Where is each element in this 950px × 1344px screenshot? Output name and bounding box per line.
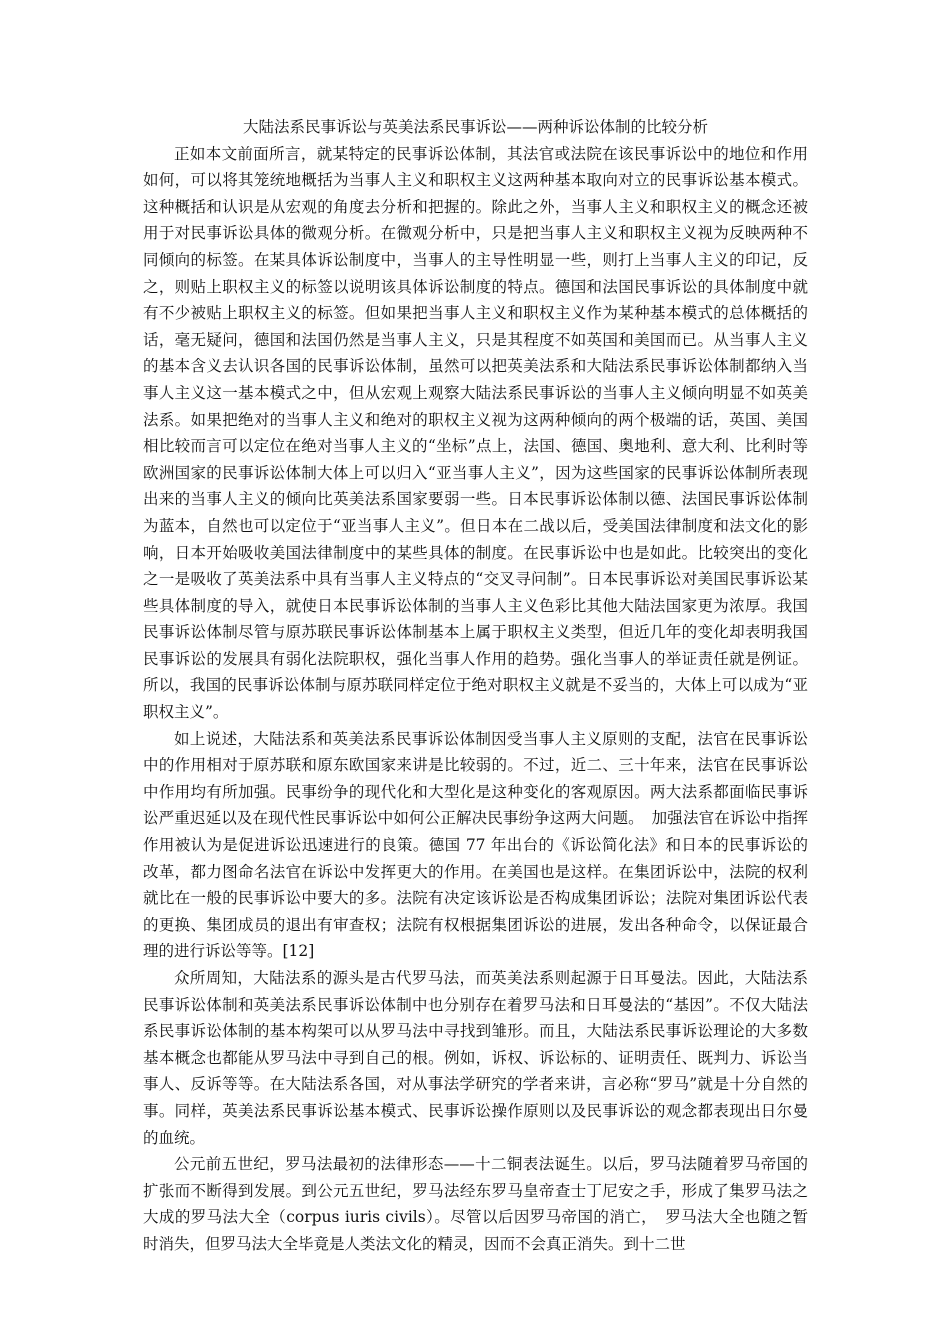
paragraph-3: 众所周知，大陆法系的源头是古代罗马法，而英美法系则起源于日耳曼法。因此，大陆法系民事诉讼体制和英美法系民事诉讼体制中也分别存在着罗马法和日耳曼法的“基因”。不仅大陆法系民事诉讼体制的基本构架可以从罗马法中寻找到雏形。而且，大陆法系民事诉讼理论的大多数基本概念也都能从罗马法中寻到自己的根。例如，诉权、诉讼标的、证明责任、既判力、诉讼当事人、反诉等等。在大陆法系各国，对从事法学研究的学者来讲，言必称“罗马”就是十分自然的事。同样，英美法系民事诉讼基本模式、民事诉讼操作原则以及民事诉讼的观念都表现出日尔曼的血统。 xyxy=(143,969,808,1147)
paragraph-1: 正如本文前面所言，就某特定的民事诉讼体制，其法官或法院在该民事诉讼中的地位和作用如何，可以将其笼统地概括为当事人主义和职权主义这两种基本取向对立的民事诉讼基本模式。这种概括和认识是从宏观的角度去分析和把握的。除此之外，当事人主义和职权主义的概念还被用于对民事诉讼具体的微观分析。在微观分析中，只是把当事人主义和职权主义视为反映两种不同倾向的标签。在某具体诉讼制度中，当事人的主导性明显一些，则打上当事人主义的印记，反之，则贴上职权主义的标签以说明该具体诉讼制度的特点。德国和法国民事诉讼的具体制度中就有不少被贴上职权主义的标签。但如果把当事人主义和职权主义作为某种基本模式的总体概括的话，毫无疑问，德国和法国仍然是当事人主义，只是其程度不如英国和美国而已。从当事人主义的基本含义去认识各国的民事诉讼体制，虽然可以把英美法系和大陆法系民事诉讼体制都纳入当事人主义这一基本模式之中，但从宏观上观察大陆法系民事诉讼的当事人主义倾向明显不如英美法系。如果把绝对的当事人主义和绝对的职权主义视为这两种倾向的两个极端的话，英国、美国相比较而言可以定位在绝对当事人主义的“坐标”点上，法国、德国、奥地利、意大利、比利时等欧洲国家的民事诉讼体制大体上可以归入“亚当事人主义”，因为这些国家的民事诉讼体制所表现出来的当事人主义的倾向比英美法系国家要弱一些。日本民事诉讼体制以德、法国民事诉讼体制为蓝本，自然也可以定位于“亚当事人主义”。但日本在二战以后，受美国法律制度和法文化的影响，日本开始吸收美国法律制度中的某些具体的制度。在民事诉讼中也是如此。比较突出的变化之一是吸收了英美法系中具有当事人主义特点的“交叉寻问制”。日本民事诉讼对美国民事诉讼某些具体制度的导入，就使日本民事诉讼体制的当事人主义色彩比其他大陆法国家更为浓厚。我国民事诉讼体制尽管与原苏联民事诉讼体制基本上属于职权主义类型，但近几年的变化却表明我国民事诉讼的发展具有弱化法院职权，强化当事人作用的趋势。强化当事人的举证责任就是例证。所以，我国的民事诉讼体制与原苏联同样定位于绝对职权主义就是不妥当的，大体上可以成为“亚职权主义”。 xyxy=(143,144,808,722)
document-body xyxy=(143,114,808,1258)
document-title: 大陆法系民事诉讼与英美法系民事诉讼——两种诉讼体制的比较分析 xyxy=(242,118,708,136)
paragraph-2: 如上说述，大陆法系和英美法系民事诉讼体制因受当事人主义原则的支配，法官在民事诉讼中的作用相对于原苏联和原东欧国家来讲是比较弱的。不过，近二、三十年来，法官在民事诉讼中作用均有所加强。民事纷争的现代化和大型化是这种变化的客观原因。两大法系都面临民事诉讼严重迟延以及在现代性民事诉讼中如何公正解决民事纷争这两大问题。 加强法官在诉讼中指挥作用被认为是促进诉讼迅速进行的良策。德国 77 年出台的《诉讼简化法》和日本的民事诉讼的改革，都力图命名法官在诉讼中发挥更大的作用。在美国也是这样。在集团诉讼中，法院的权利就比在一般的民事诉讼中要大的多。法院有决定该诉讼是否构成集团诉讼；法院对集团诉讼代表的更换、集团成员的退出有审查权；法院有权根据集团诉讼的进展，发出各种命令，以保证最合理的进行诉讼等等。[12] xyxy=(143,729,808,961)
paragraph-4: 公元前五世纪，罗马法最初的法律形态——十二铜表法诞生。以后，罗马法随着罗马帝国的扩张而不断得到发展。到公元五世纪，罗马法经东罗马皇帝查士丁尼安之手，形成了集罗马法之大成的罗马法大全（corpus iuris civils）。尽管以后因罗马帝国的消亡， 罗马法大全也随之暂时消失，但罗马法大全毕竟是人类法文化的精灵，因而不会真正消失。到十二世 xyxy=(143,1155,808,1253)
